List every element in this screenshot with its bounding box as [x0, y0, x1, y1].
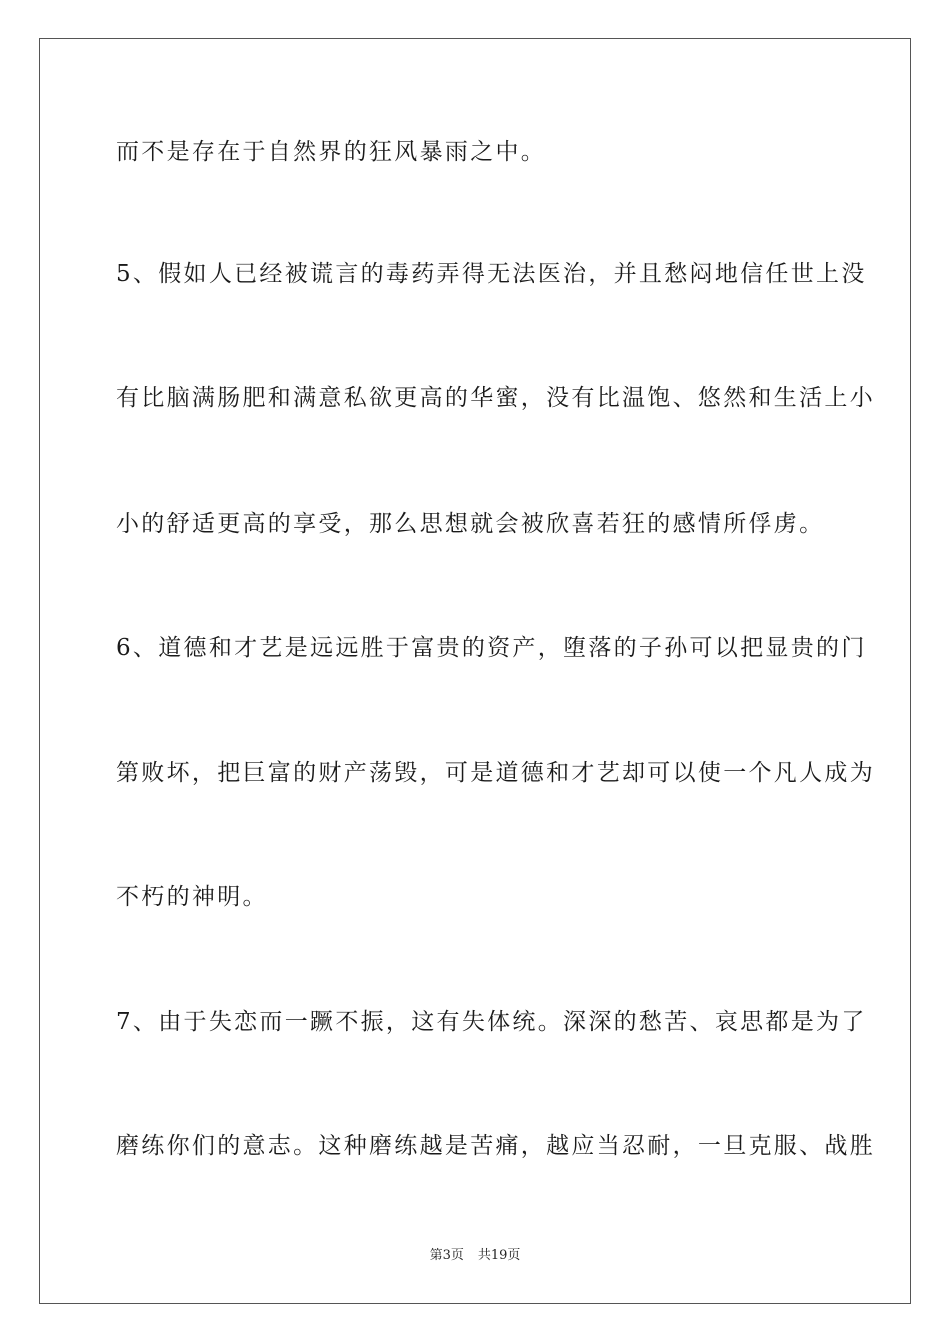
page-footer	[0, 1247, 950, 1265]
text-line: 磨练你们的意志。这种磨练越是苦痛，越应当忍耐，一旦克服、战胜	[116, 1133, 875, 1159]
page-border	[39, 38, 911, 1304]
text-line: 而不是存在于自然界的狂风暴雨之中。	[116, 139, 547, 165]
text-line: 7、由于失恋而一蹶不振，这有失体统。深深的愁苦、哀思都是为了	[116, 1009, 867, 1035]
text-line: 第败坏，把巨富的财产荡毁，可是道德和才艺却可以使一个凡人成为	[116, 760, 875, 786]
text-line: 5、假如人已经被谎言的毒药弄得无法医治，并且愁闷地信任世上没	[116, 261, 867, 287]
text-line: 小的舒适更高的享受，那么思想就会被欣喜若狂的感情所俘虏。	[116, 511, 825, 537]
text-line: 有比脑满肠肥和满意私欲更高的华蜜，没有比温饱、悠然和生活上小	[116, 385, 875, 411]
page-number: 第3页	[429, 1248, 464, 1263]
text-line: 6、道德和才艺是远远胜于富贵的资产，堕落的子孙可以把显贵的门	[116, 635, 867, 661]
text-line: 不朽的神明。	[116, 884, 268, 910]
page-total: 共19页	[477, 1248, 521, 1263]
